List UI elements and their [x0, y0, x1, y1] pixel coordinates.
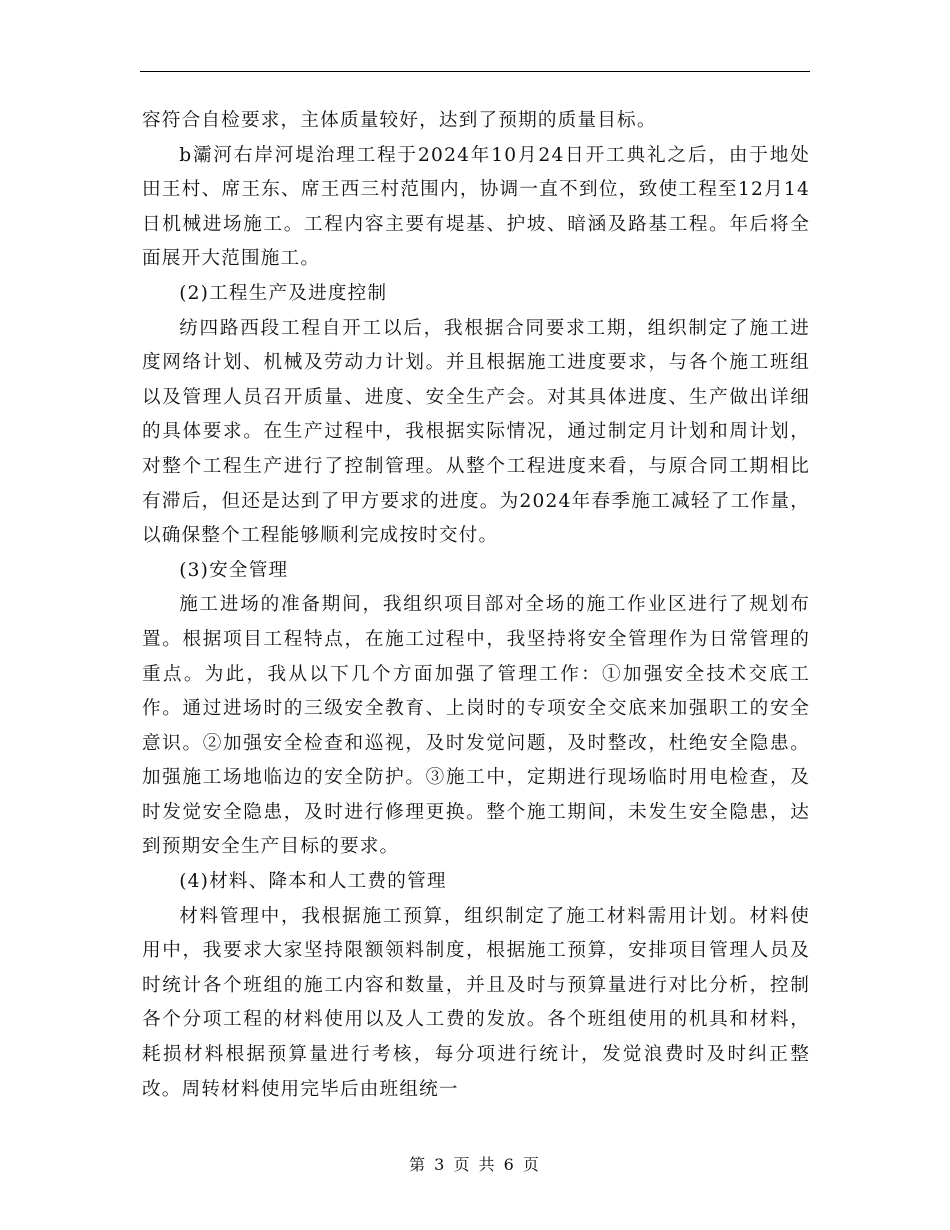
paragraph: 容符合自检要求，主体质量较好，达到了预期的质量目标。 — [142, 110, 657, 131]
section-heading: (3)安全管理 — [179, 559, 289, 581]
paragraph: 材料管理中，我根据施工预算，组织制定了施工材料需用计划。材料使用中，我要求大家坚持限额领料制度，根据施工预算，安排项目管理人员及时统计各个班组的施工内容和数量，并且及时与预算量进行对比分析，控制各个分项工程的材料使用以及人工费的发放。各个班组使用的机具和材料，耗损材料根据预算量进行考核，每分项进行统计，发觉浪费时及时纠正整改。周转材料使用完毕后由班组统一 — [142, 905, 810, 1100]
body-text — [142, 104, 810, 1107]
paragraph: b灞河右岸河堤治理工程于2024年10月24日开工典礼之后，由于地处田王村、席王东、席王西三村范围内，协调一直不到位，致使工程至12月14日机械进场施工。工程内容主要有堤基、护坡、暗涵及路基工程。年后将全面展开大范围施工。 — [142, 144, 810, 270]
section-heading: (2)工程生产及进度控制 — [179, 282, 388, 304]
header-rule — [140, 71, 810, 72]
section-heading: (4)材料、降本和人工费的管理 — [179, 871, 447, 893]
paragraph: 施工进场的准备期间，我组织项目部对全场的施工作业区进行了规划布置。根据项目工程特点，在施工过程中，我坚持将安全管理作为日常管理的重点。为此，我从以下几个方面加强了管理工作：①加强安全技术交底工作。通过进场时的三级安全教育、上岗时的专项安全交底来加强职工的安全意识。②加强安全检查和巡视，及时发觉问题，及时整改，杜绝安全隐患。加强施工场地临边的安全防护。③施工中，定期进行现场临时用电检查，及时发觉安全隐患，及时进行修理更换。整个施工期间，未发生安全隐患，达到预期安全生产目标的要求。 — [142, 594, 810, 858]
paragraph: 纺四路西段工程自开工以后，我根据合同要求工期，组织制定了施工进度网络计划、机械及劳动力计划。并且根据施工进度要求，与各个施工班组以及管理人员召开质量、进度、安全生产会。对其具体进度、生产做出详细的具体要求。在生产过程中，我根据实际情况，通过制定月计划和周计划，对整个工程生产进行了控制管理。从整个工程进度来看，与原合同工期相比有滞后，但还是达到了甲方要求的进度。为2024年春季施工减轻了工作量，以确保整个工程能够顺利完成按时交付。 — [142, 317, 810, 547]
page-footer: 第 3 页 共 6 页 — [409, 1155, 541, 1174]
